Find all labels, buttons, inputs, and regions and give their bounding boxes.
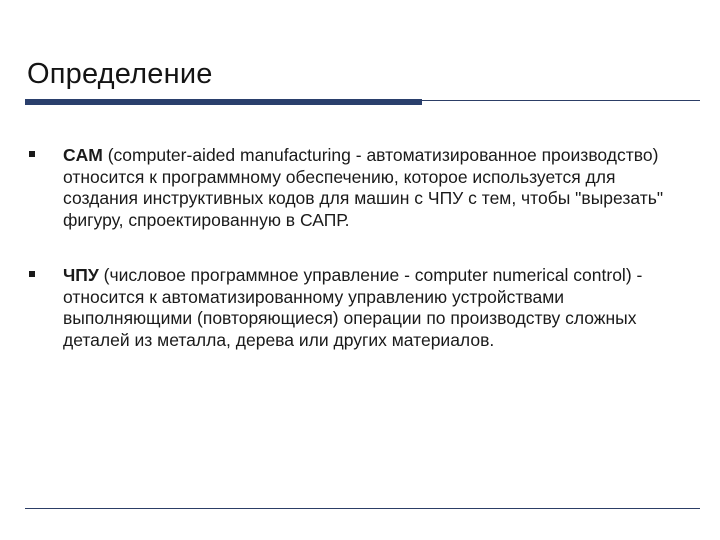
bullet-description: (computer-aided manufacturing - автоматизированное производство) относится к программному обеспечению, которое используется для создания инструктивных кодов для машин с ЧПУ с тем, чтобы "вырезать" фигуру, спроектированную в САПР.: [63, 145, 664, 230]
bullet-term: CAM: [63, 145, 103, 165]
bullet-text: [63, 265, 693, 351]
title-accent-bar: [25, 99, 422, 105]
footer-divider: [25, 508, 700, 509]
bullet-term: ЧПУ: [63, 265, 99, 285]
square-bullet-icon: [29, 151, 35, 157]
square-bullet-icon: [29, 271, 35, 277]
bullet-description: (числовое программное управление - computer numerical control) - относится к автоматизированному управлению устройствами выполняющими (повторяющиеся) операции по производству сложных деталей из металла, дерева или других материалов.: [63, 265, 643, 350]
slide-title: Определение: [27, 58, 213, 90]
bullet-text: [63, 145, 693, 231]
